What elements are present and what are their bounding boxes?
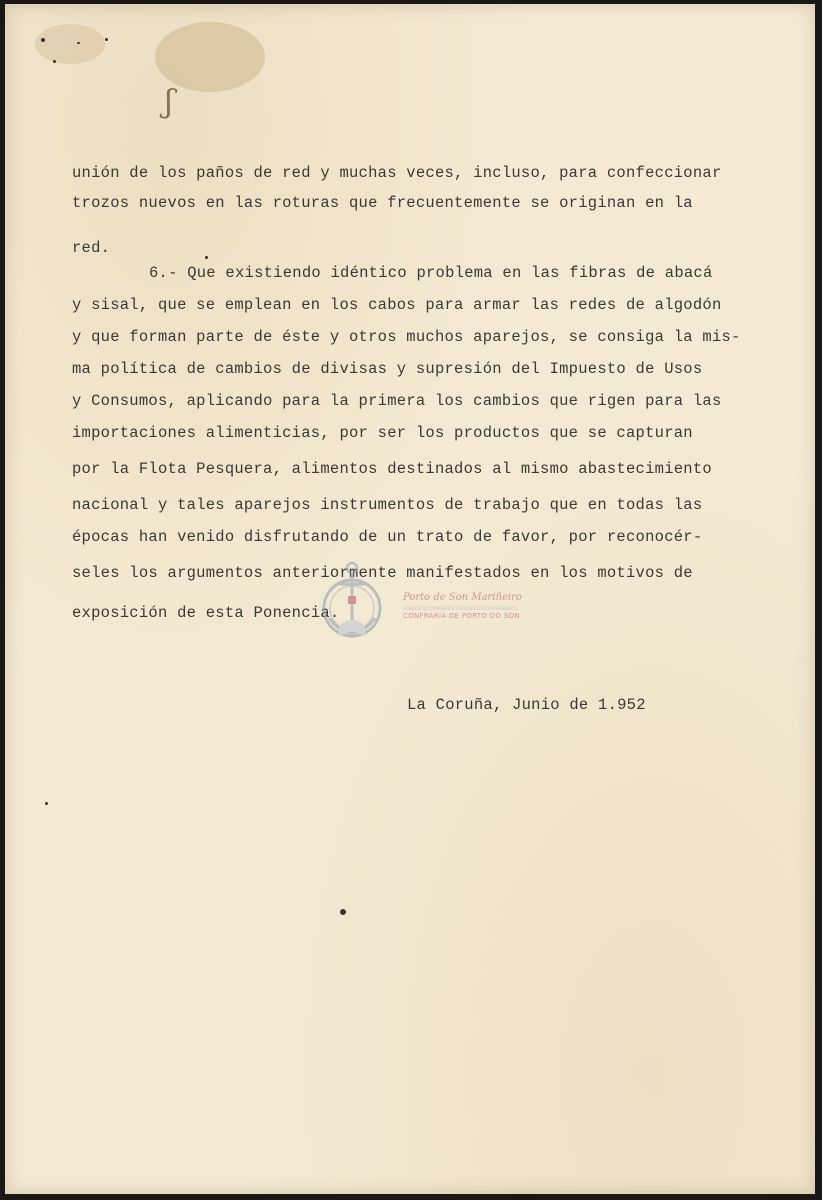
- handwritten-mark: ʃ: [162, 81, 177, 121]
- watermark-subtitle: FONDOS DOCUMENTAIS HISTÓRICOS DIXITALIZADOS: [403, 606, 518, 611]
- text-line: ma política de cambios de divisas y supresión del Impuesto de Usos: [72, 360, 703, 378]
- ink-speck: [77, 42, 80, 44]
- ink-speck: [41, 38, 45, 42]
- text-line: unión de los paños de red y muchas veces, incluso, para confeccionar: [72, 164, 722, 182]
- ink-speck: [340, 909, 346, 915]
- text-line: exposición de esta Ponencia.: [72, 604, 340, 622]
- text-line: nacional y tales aparejos instrumentos de trabajo que en todas las: [72, 496, 703, 514]
- text-line: por la Flota Pesquera, alimentos destinados al mismo abastecimiento: [72, 460, 712, 478]
- text-line: trozos nuevos en las roturas que frecuentemente se originan en la: [72, 194, 693, 212]
- watermark-brand: Porto de Son Mariñeiro: [403, 592, 522, 603]
- date-line: La Coruña, Junio de 1.952: [407, 696, 646, 714]
- ink-speck: [205, 256, 208, 259]
- text-line: y que forman parte de éste y otros muchos aparejos, se consiga la mis-: [72, 328, 741, 346]
- text-line: épocas han venido disfrutando de un trato de favor, por reconocér-: [72, 528, 703, 546]
- paper-stain: [35, 24, 105, 64]
- document-page: [5, 4, 815, 1194]
- watermark-organization: CONFRARÍA DE PORTO DO SON: [403, 612, 520, 620]
- text-line: red.: [72, 239, 111, 257]
- text-line: 6.- Que existiendo idéntico problema en las fibras de abacá: [149, 264, 713, 282]
- archive-watermark: [317, 556, 522, 651]
- ink-speck: [105, 38, 108, 41]
- text-line: y Consumos, aplicando para la primera los cambios que rigen para las: [72, 392, 722, 410]
- ink-speck: [53, 60, 56, 63]
- text-line: seles los argumentos anteriormente manifestados en los motivos de: [72, 564, 693, 582]
- anchor-icon: [317, 556, 387, 651]
- text-line: y sisal, que se emplean en los cabos para armar las redes de algodón: [72, 296, 722, 314]
- ink-speck: [45, 802, 48, 805]
- text-line: importaciones alimenticias, por ser los productos que se capturan: [72, 424, 693, 442]
